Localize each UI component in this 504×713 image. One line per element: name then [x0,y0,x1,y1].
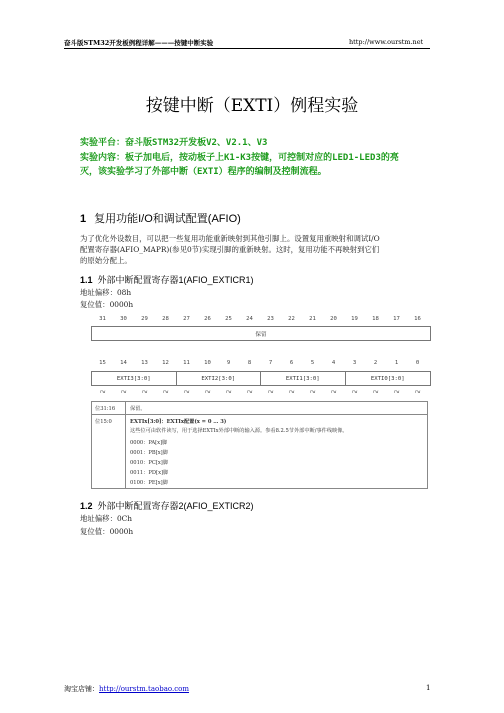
bit-description-table [91,401,428,489]
bit-number: 24 [246,316,253,322]
bit-number: 16 [414,316,421,322]
bit-number: 12 [162,360,169,366]
bit-number: 30 [120,316,127,322]
section-1-paragraph [80,233,430,267]
bit-number: 6 [289,360,294,366]
address-offset: 地址偏移：08h [80,288,132,297]
bit-number: 19 [351,316,358,322]
reset-value: 复位值：0000h [80,300,134,309]
row-separator [92,414,427,415]
address-offset-2: 地址偏移：0Ch [80,514,133,523]
bit-number: 21 [309,316,316,322]
section-1-1-title: 外部中断配置寄存器1(AFIO_EXTICR1) [97,275,254,285]
bit-number: 9 [226,360,231,366]
paragraph-line: 为了优化外设数目，可以把一些复用功能重新映射到其他引脚上。设置复用重映射和调试I/O [80,234,380,243]
exti-field: EXTI0[3:0] [370,375,405,382]
intro-content-line2: 灭，该实验学习了外部中断（EXTI）程序的编制及控制流程。 [80,167,327,177]
rw-label: rw [204,390,211,395]
bit-number: 2 [373,360,378,366]
reserved-desc: 保留。 [130,406,146,412]
exti-fields-row [91,371,431,386]
bit-number: 3 [352,360,357,366]
bit-number: 7 [268,360,273,366]
header-rule [64,48,430,49]
reset-value-2: 复位值：0000h [80,527,134,536]
bit-number: 17 [393,316,400,322]
paragraph-line: 配置寄存器(AFIO_MAPR)(参见0节)实现引脚的重新映射。这时，复用功能不再映射到它们 [80,245,380,255]
bit-number: 28 [162,316,169,322]
bit-number: 20 [330,316,337,322]
bit-number: 10 [204,360,211,366]
bit-number: 26 [204,316,211,322]
bits-15-0-label: 位15:0 [95,419,112,425]
exti-field: EXTI1[3:0] [261,372,346,385]
bit-number: 13 [141,360,148,366]
reserved-label: 保留 [255,331,267,338]
bit-number: 27 [183,316,190,322]
rw-label: rw [162,390,169,395]
option-pc: 0010：PC[x]脚 [130,460,169,466]
rw-label: rw [267,390,274,395]
intro-platform: 实验平台：奋斗版STM32开发板V2、V2.1、V3 [80,138,268,148]
header-title: 奋斗版STM32开发板例程详解———按键中断实验 [64,39,214,47]
section-1-1-number: 1.1 [80,275,93,285]
bit-number: 14 [120,360,127,366]
rw-label: rw [414,390,421,395]
rw-label: rw [309,390,316,395]
bit-number: 8 [247,360,252,366]
section-1-2-title: 外部中断配置寄存器2(AFIO_EXTICR2) [97,501,254,511]
rw-label: rw [393,390,400,395]
option-pa: 0000：PA[x]脚 [130,440,168,446]
rw-label: rw [183,390,190,395]
section-1-1-heading [80,273,254,286]
extix-title: EXTIx[3:0]：EXTIx配置(x = 0 … 3) [130,419,227,425]
exti-field: EXTI3[3:0] [92,372,177,385]
footer-store [64,684,189,694]
footer-label: 淘宝店铺： [64,685,99,693]
section-1-heading [80,210,241,226]
bit-number: 31 [99,316,106,322]
bit-number: 1 [394,360,399,366]
bits-31-16-label: 位31:16 [95,406,116,412]
rw-label: rw [351,390,358,395]
option-pd: 0011：PD[x]脚 [130,470,169,476]
extix-description: 这些位可由软件读写，用于选择EXTIx外部中断的输入源。参看8.2.5节外部中断/事件线映像。 [130,428,348,434]
bit-number: 11 [183,360,190,366]
bit-number: 15 [99,360,106,366]
rw-label: rw [246,390,253,395]
rw-label: rw [372,390,379,395]
rw-label: rw [225,390,232,395]
bit-number: 29 [141,316,148,322]
document-title: 按键中断（EXTI）例程实验 [145,96,359,116]
bit-number: 22 [288,316,295,322]
bit-number: 0 [415,360,420,366]
bit-number: 23 [267,316,274,322]
bit-number: 5 [310,360,315,366]
rw-label: rw [99,390,106,395]
page-number: 1 [426,684,431,692]
rw-label: rw [141,390,148,395]
section-1-number: 1 [80,213,87,225]
intro-content-line1: 实验内容：板子加电后，按动板子上K1-K3按键，可控制对应的LED1-LED3的亮 [80,153,399,163]
paragraph-line: 的原始分配上。 [80,256,132,266]
bit-number: 25 [225,316,232,322]
reserved-field [91,326,431,341]
rw-label: rw [288,390,295,395]
section-1-2-number: 1.2 [80,501,93,511]
header-url[interactable]: http://www.ourstm.net [349,38,424,46]
rw-label: rw [330,390,337,395]
section-1-title: 复用功能I/O和调试配置(AFIO) [94,213,241,225]
option-pb: 0001：PB[x]脚 [130,450,168,456]
footer-store-link[interactable]: http://ourstm.taobao.com [99,685,189,693]
bit-number: 4 [331,360,336,366]
exti-field: EXTI2[3:0] [177,372,262,385]
section-1-2-heading [80,499,254,512]
rw-label: rw [120,390,127,395]
bit-number: 18 [372,316,379,322]
option-pe: 0100：PE[x]脚 [130,480,168,486]
